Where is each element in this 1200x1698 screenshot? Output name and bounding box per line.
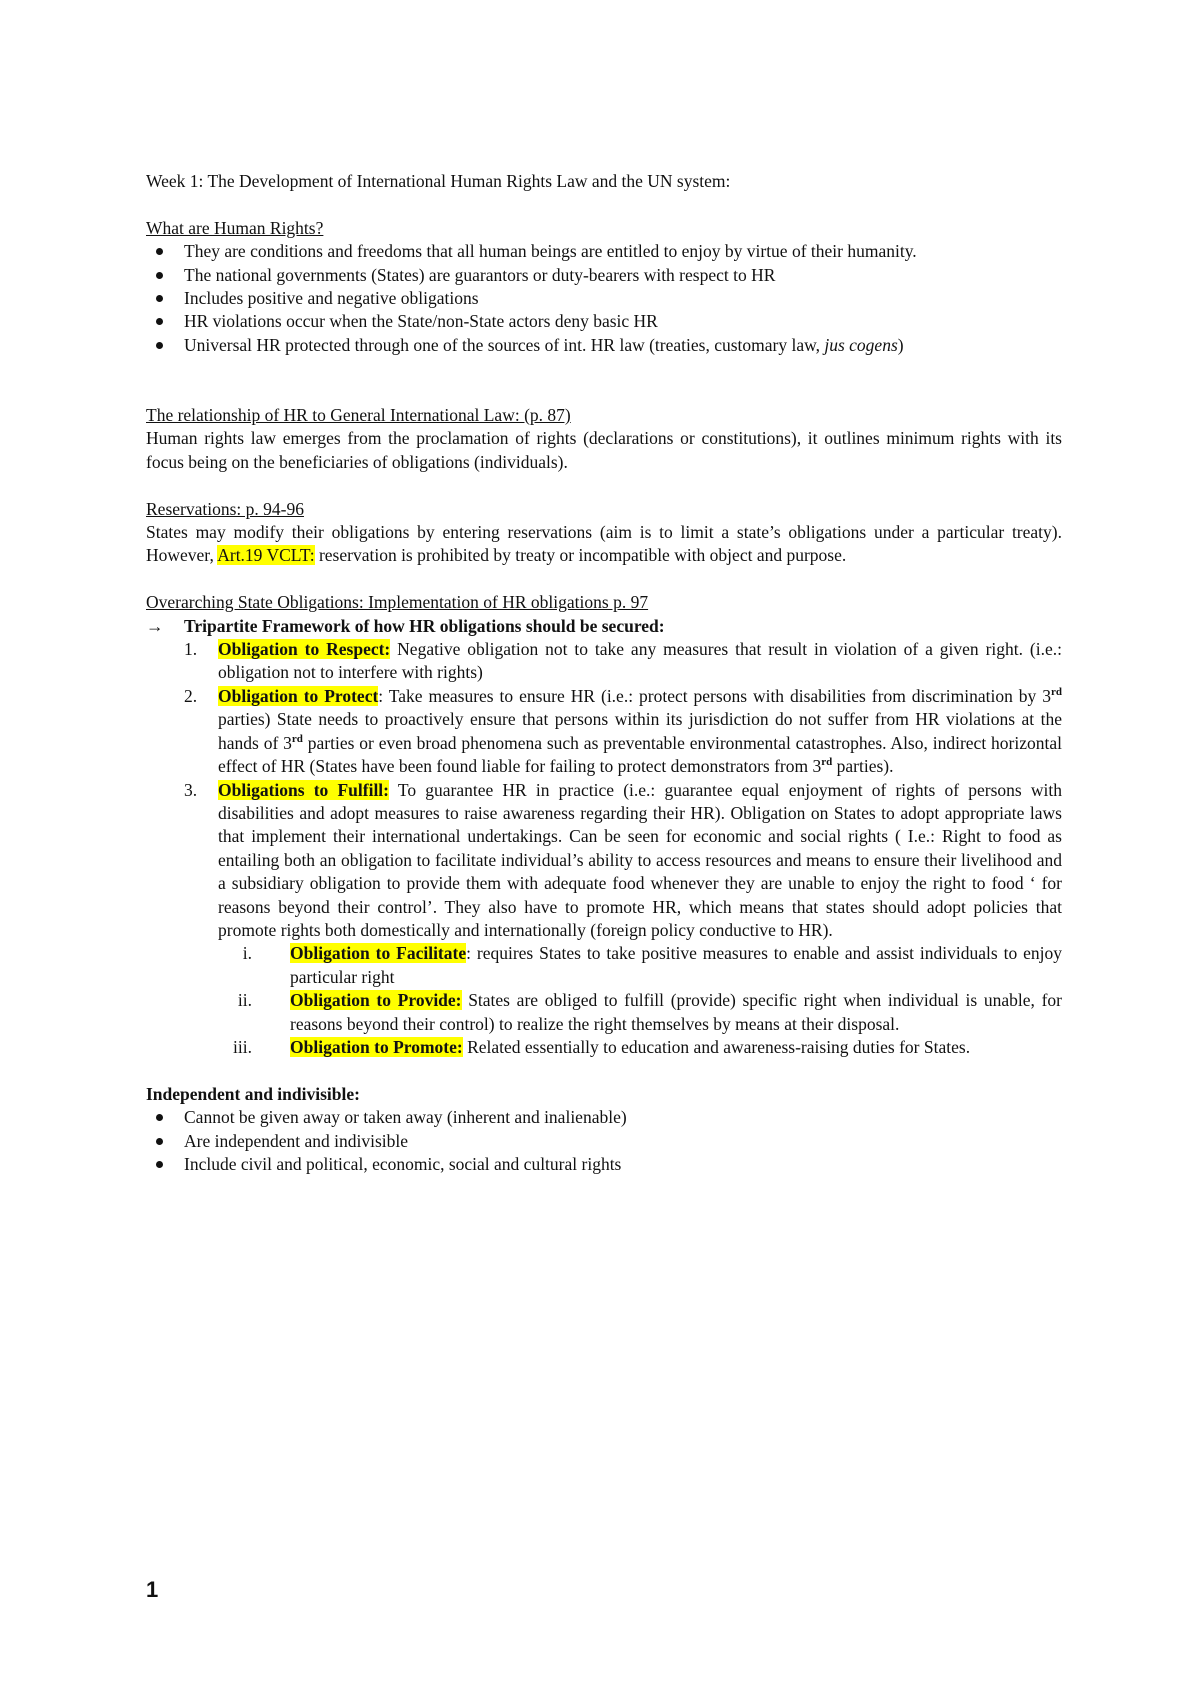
sub-obligation-text: States are obliged to fulfill (provide) specific right when individual is unable, for reasons beyond their control) to realize the right themselves by means at their disposal. xyxy=(290,990,1063,1034)
ordinal-suffix: rd xyxy=(1051,686,1062,699)
list-item xyxy=(146,779,1062,1060)
list-number: 2. xyxy=(184,685,198,706)
list-item-text: Universal HR protected through one of the sources of int. HR law (treaties, customary law, xyxy=(184,334,825,355)
sub-obligation-label: Obligation to Facilitate xyxy=(290,943,467,964)
sub-obligation-label: Obligation to Promote: xyxy=(290,1036,463,1057)
obligation-text: : Take measures to ensure HR (i.e.: protect persons with disabilities from discrimination by 3 xyxy=(378,685,1051,706)
tripartite-heading xyxy=(146,615,1062,638)
italic-term: jus cogens xyxy=(824,334,898,355)
relationship-body: Human rights law emerges from the proclamation of rights (declarations or constitutions), it outlines minimum rights with its focus being on the beneficiaries of obligations (individuals). xyxy=(146,428,1062,472)
what-are-list xyxy=(146,240,1062,357)
list-item: Includes positive and negative obligations xyxy=(146,287,1062,310)
list-item: HR violations occur when the State/non-State actors deny basic HR xyxy=(146,310,1062,333)
section-heading-independent xyxy=(146,1083,1062,1106)
section-heading-overarching: Overarching State Obligations: Implementation of HR obligations p. 97 xyxy=(146,592,649,613)
reservations-body xyxy=(146,521,1062,568)
list-item: The national governments (States) are guarantors or duty-bearers with respect to HR xyxy=(146,264,1062,287)
obligations-list xyxy=(146,638,1062,1059)
list-item xyxy=(146,334,1062,357)
arrow-right-icon: → xyxy=(146,615,164,636)
list-number: 3. xyxy=(184,779,198,800)
ordinal-suffix: rd xyxy=(291,732,303,745)
sub-obligation-text: : requires States to take positive measures to enable and assist individuals to enjoy particular right xyxy=(290,943,1062,987)
list-item-text-end: ) xyxy=(897,334,904,355)
list-roman-number: i. xyxy=(242,943,252,964)
reservations-text: States may modify their obligations by entering reservations (aim is to limit a state’s obligations under a particular treaty). However, xyxy=(146,522,1062,566)
list-item xyxy=(146,685,1062,779)
reservations-text-end: reservation is prohibited by treaty or incompatible with object and purpose. xyxy=(314,545,847,566)
list-item: They are conditions and freedoms that all human beings are entitled to enjoy by virtue of their humanity. xyxy=(146,240,1062,263)
obligation-label: Obligation to Protect xyxy=(218,685,379,706)
ordinal-suffix: rd xyxy=(821,756,833,769)
independent-heading-text: Independent and indivisible: xyxy=(146,1083,360,1104)
list-item xyxy=(218,942,1062,989)
sub-obligations-list xyxy=(218,942,1062,1059)
section-heading-what-are: What are Human Rights? xyxy=(146,217,324,238)
list-item: Are independent and indivisible xyxy=(146,1130,1062,1153)
list-roman-number: ii. xyxy=(237,990,252,1011)
list-number: 1. xyxy=(184,639,198,660)
sub-obligation-label: Obligation to Provide: xyxy=(290,990,462,1011)
obligation-text: parties or even broad phenomena such as preventable environmental catastrophes. Also, indirect horizontal effect of HR (States have been found liable for failing to protect demonstrators from 3 xyxy=(218,732,1062,777)
page-number: 1 xyxy=(146,1577,159,1602)
obligation-text: parties). xyxy=(832,756,894,777)
list-item xyxy=(218,989,1062,1036)
list-item: Include civil and political, economic, social and cultural rights xyxy=(146,1153,1062,1176)
list-roman-number: iii. xyxy=(233,1036,252,1057)
obligation-text: parties) State needs to proactively ensure that persons within its jurisdiction do not suffer from HR violations at the hands of 3 xyxy=(218,709,1062,753)
obligation-label: Obligations to Fulfill: xyxy=(218,779,389,800)
section-heading-relationship: The relationship of HR to General International Law: (p. 87) xyxy=(146,405,571,426)
page-content xyxy=(146,170,1062,1176)
section-heading-reservations: Reservations: p. 94-96 xyxy=(146,498,304,519)
highlight-art19: Art.19 VCLT: xyxy=(217,545,315,566)
list-item xyxy=(146,638,1062,685)
obligation-text: To guarantee HR in practice (i.e.: guarantee equal enjoyment of rights of persons with disabilities and adopt measures to raise awareness regarding their HR). Obligation on States to adopt appropriate laws that implement their international undertakings. Can be seen for economic and social rights ( I.e.: Right to food as entailing both an obligation to facilitate individual’s ability to access resources and means to ensure their livelihood and a subsidiary obligation to provide them with adequate food whenever they are unable to enjoy the right to food ‘ for reasons beyond their control’. They also have to promote HR, which means that states should adopt policies that promote rights both domestically and internationally (foreign policy conductive to HR). xyxy=(218,779,1062,940)
independent-list xyxy=(146,1106,1062,1176)
obligation-text: Negative obligation not to take any measures that result in violation of a given right. (i.e.: obligation not to interfere with rights) xyxy=(218,639,1062,683)
obligation-label: Obligation to Respect: xyxy=(218,639,391,660)
list-item xyxy=(218,1036,1062,1059)
sub-obligation-text: Related essentially to education and awareness-raising duties for States. xyxy=(462,1036,971,1057)
list-item: Cannot be given away or taken away (inherent and inalienable) xyxy=(146,1106,1062,1129)
document-title: Week 1: The Development of International Human Rights Law and the UN system: xyxy=(146,171,731,191)
tripartite-text: Tripartite Framework of how HR obligations should be secured: xyxy=(184,615,665,636)
